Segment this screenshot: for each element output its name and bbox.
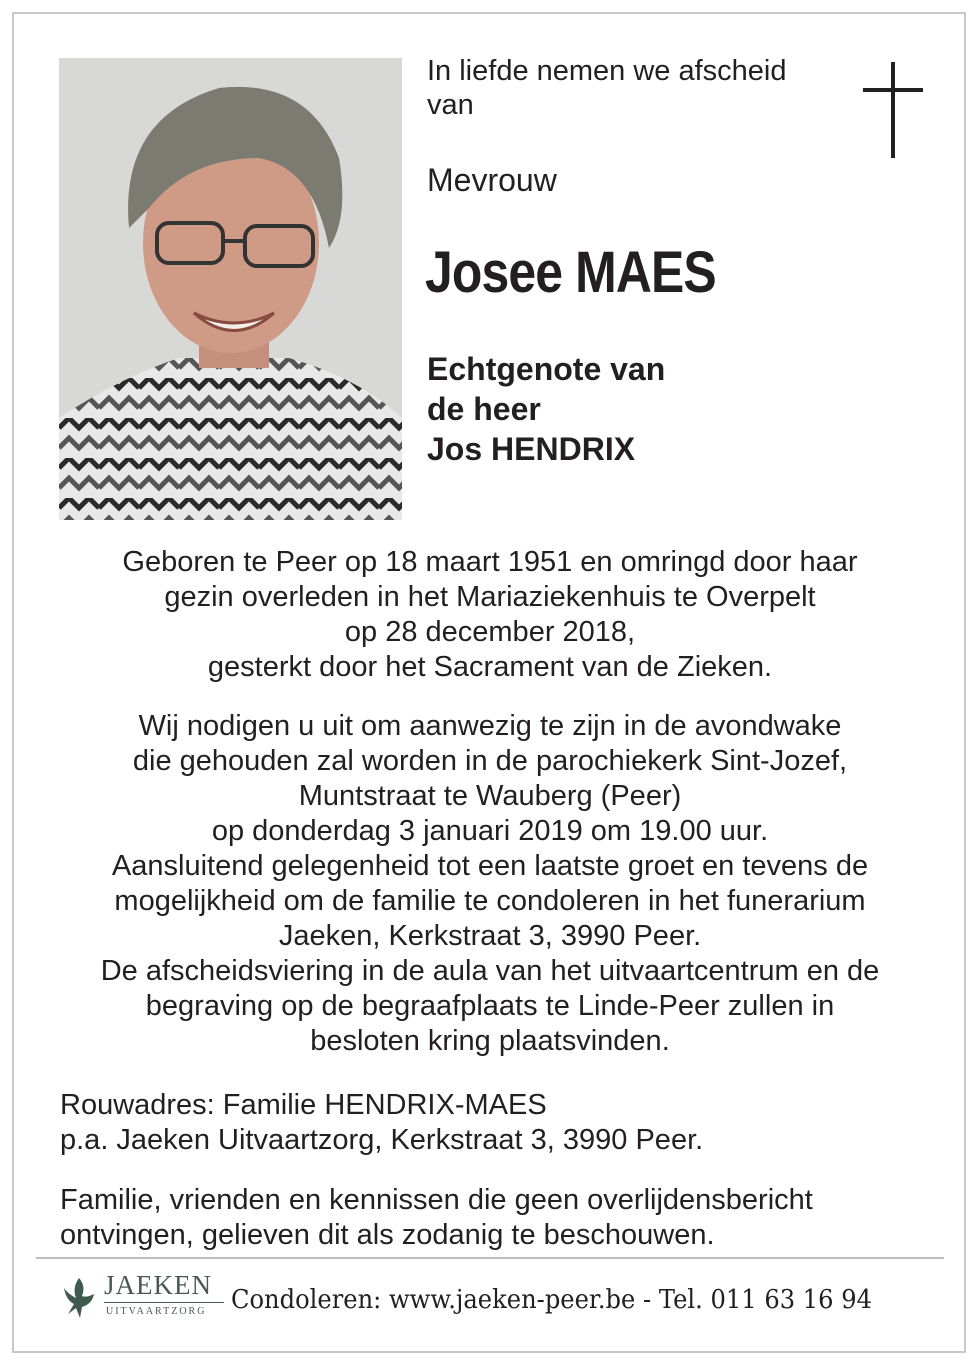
intro-line: In liefde nemen we afscheid	[427, 55, 787, 87]
spouse-line: Jos HENDRIX	[427, 431, 636, 467]
invite-line: De afscheidsviering in de aula van het uitvaartcentrum en de	[100, 955, 880, 987]
invite-line: op donderdag 3 januari 2019 om 19.00 uur.	[211, 815, 769, 847]
portrait-photo	[59, 58, 402, 520]
invite-line: Muntstraat te Wauberg (Peer)	[298, 780, 682, 812]
footer-divider	[36, 1257, 944, 1259]
birth-paragraph	[40, 545, 940, 685]
cross-icon	[863, 62, 923, 158]
spouse-block	[427, 349, 827, 469]
birth-line: gesterkt door het Sacrament van de Zieken.	[207, 651, 773, 683]
notice-line: ontvingen, gelieven dit als zodanig te beschouwen.	[60, 1219, 715, 1251]
dove-icon	[60, 1274, 98, 1320]
invite-line: Wij nodigen u uit om aanwezig te zijn in de avondwake	[138, 710, 842, 742]
invite-line: Aansluitend gelegenheid tot een laatste groet en tevens de	[111, 850, 869, 882]
invitation-paragraph	[40, 709, 940, 1059]
contact-line: Condoleren: www.jaeken-peer.be - Tel. 011 63 16 94	[231, 1285, 873, 1315]
invite-line: Jaeken, Kerkstraat 3, 3990 Peer.	[278, 920, 702, 952]
honorific: Mevrouw	[427, 162, 557, 198]
invite-line: begraving op de begraafplaats te Linde-Peer zullen in	[145, 990, 835, 1022]
notice-block	[60, 1183, 940, 1253]
jaeken-logo	[60, 1270, 225, 1326]
address-line: Rouwadres: Familie HENDRIX-MAES	[60, 1089, 547, 1121]
invite-line: die gehouden zal worden in de parochiekerk Sint-Jozef,	[132, 745, 848, 777]
invite-line: besloten kring plaatsvinden.	[310, 1025, 670, 1057]
notice-line: Familie, vrienden en kennissen die geen overlijdensbericht	[60, 1184, 813, 1216]
birth-line: Geboren te Peer op 18 maart 1951 en omringd door haar	[122, 546, 858, 578]
intro-line: van	[427, 89, 474, 121]
invite-line: mogelijkheid om de familie te condoleren in het funerarium	[114, 885, 866, 917]
logo-subtitle: UITVAARTZORG	[106, 1306, 207, 1317]
birth-line: op 28 december 2018,	[344, 616, 636, 648]
spouse-line: de heer	[427, 391, 541, 427]
logo-name: JAEKEN	[104, 1270, 212, 1300]
intro-text	[427, 54, 847, 122]
deceased-name: Josee MAES	[425, 240, 716, 305]
address-block	[60, 1088, 940, 1158]
birth-line: gezin overleden in het Mariaziekenhuis te Overpelt	[164, 581, 816, 613]
logo-rule	[104, 1302, 224, 1303]
spouse-line: Echtgenote van	[427, 351, 666, 387]
address-line: p.a. Jaeken Uitvaartzorg, Kerkstraat 3, 3990 Peer.	[60, 1124, 704, 1156]
